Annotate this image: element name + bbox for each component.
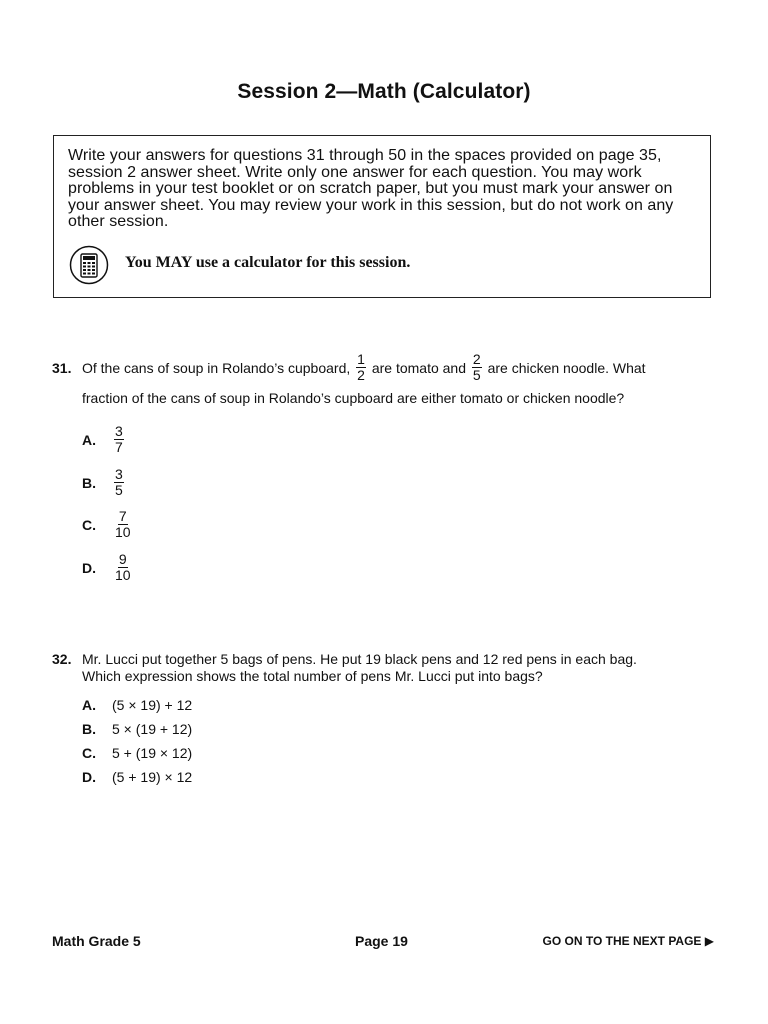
instructions-text: Write your answers for questions 31 through 50 in the spaces provided on page 35, session 2 answer sheet. Write only one answer for each question. You may work problems in your test booklet or on scratch paper, but you must mark your answer on your answer sheet. You may review your work in this session, but do not work on any other session. (68, 147, 674, 231)
question-31-text-a: Of the cans of soup in Rolando’s cupboard, (82, 359, 351, 376)
calculator-icon (69, 245, 109, 285)
fraction-denominator: 7 (115, 439, 123, 455)
page-title: Session 2—Math (Calculator) (237, 80, 531, 103)
option-letter: A. (82, 431, 96, 448)
option-letter: D. (82, 769, 96, 785)
fraction-denominator: 5 (472, 367, 481, 383)
question-31-number: 31. (52, 359, 72, 376)
option-32-c[interactable] (82, 745, 192, 761)
fraction-denominator: 5 (115, 482, 123, 498)
option-letter: C. (82, 745, 96, 761)
option-31-d[interactable] (82, 552, 134, 583)
fraction-numerator: 3 (115, 466, 123, 482)
fraction-numerator: 7 (118, 508, 127, 524)
option-letter: B. (82, 474, 96, 491)
question-32-text-line2: Which expression shows the total number of pens Mr. Lucci put into bags? (82, 668, 543, 684)
fraction-numerator: 1 (357, 351, 365, 367)
option-fraction (114, 552, 132, 583)
option-fraction (114, 509, 132, 540)
option-31-b[interactable] (82, 467, 126, 498)
footer-subject: Math Grade 5 (52, 933, 141, 949)
question-32-text-line1: Mr. Lucci put together 5 bags of pens. He put 19 black pens and 12 red pens in each bag. (82, 651, 637, 667)
fraction-denominator: 2 (357, 367, 365, 383)
calculator-note: You MAY use a calculator for this session. (125, 254, 411, 271)
fraction-one-half (356, 352, 366, 383)
option-letter: A. (82, 697, 96, 713)
question-31-line2: fraction of the cans of soup in Rolando’s cupboard are either tomato or chicken noodle? (82, 390, 625, 406)
option-text: (5 + 19) × 12 (112, 769, 193, 785)
fraction-numerator: 9 (118, 551, 127, 567)
option-32-a[interactable] (82, 697, 192, 713)
question-31-stem (52, 352, 646, 383)
question-31-text-c: are chicken noodle. What (487, 359, 646, 376)
option-31-c[interactable] (82, 509, 134, 540)
option-text: 5 × (19 + 12) (112, 721, 193, 737)
fraction-denominator: 10 (115, 567, 131, 583)
option-letter: B. (82, 721, 96, 737)
option-letter: D. (82, 559, 96, 576)
fraction-numerator: 2 (472, 351, 481, 367)
footer-page-number: Page 19 (355, 933, 408, 949)
option-fraction (114, 424, 124, 455)
option-text: (5 × 19) + 12 (112, 697, 193, 713)
option-32-d[interactable] (82, 769, 192, 785)
option-letter: C. (82, 516, 96, 533)
fraction-numerator: 3 (115, 423, 123, 439)
question-32-stem (52, 651, 637, 667)
question-31-text-b: are tomato and (371, 359, 466, 376)
option-31-a[interactable] (82, 424, 126, 455)
option-32-b[interactable] (82, 721, 192, 737)
question-32-number: 32. (52, 651, 72, 667)
option-text: 5 + (19 × 12) (112, 745, 193, 761)
footer-next-page: GO ON TO THE NEXT PAGE ▶ (542, 934, 714, 948)
option-fraction (114, 467, 124, 498)
fraction-two-fifths (472, 352, 482, 383)
fraction-denominator: 10 (115, 524, 131, 540)
